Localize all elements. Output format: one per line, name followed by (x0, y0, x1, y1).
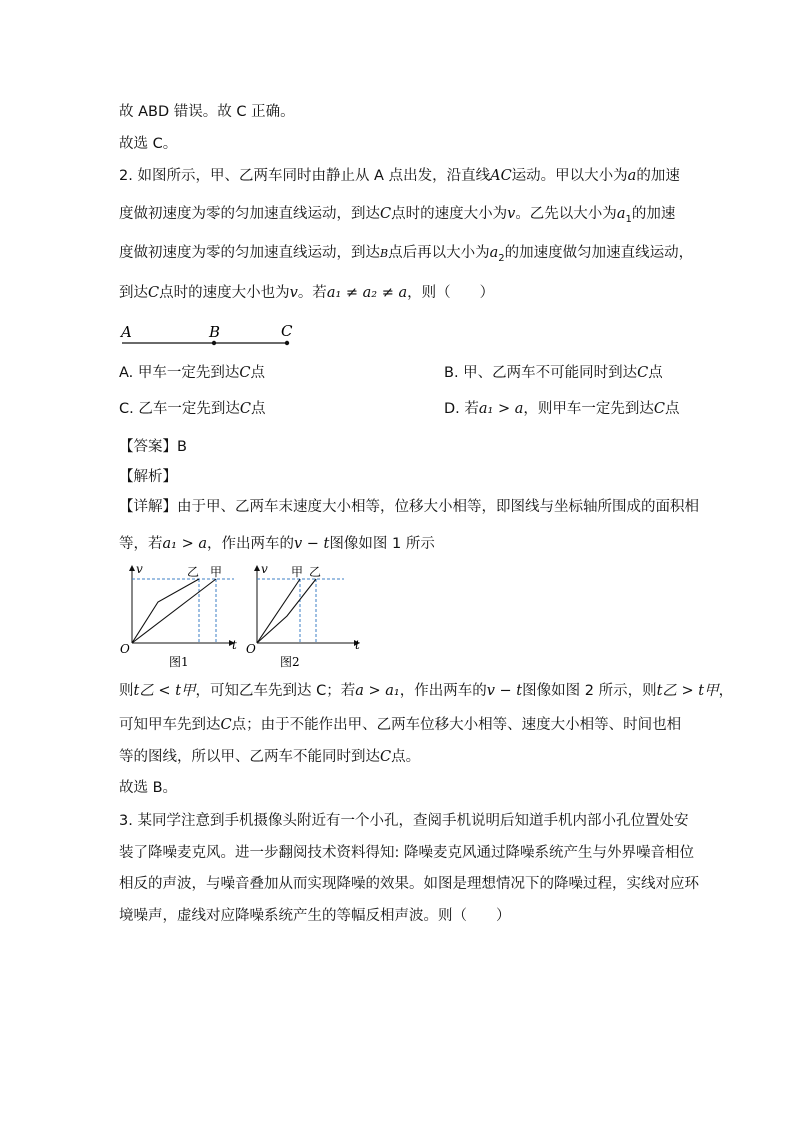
fig2-label-yi: 乙 (309, 565, 322, 579)
q3-line-1: 3. 某同学注意到手机摄像头附近有一个小孔，查阅手机说明后知道手机内部小孔位置处安 (119, 813, 689, 829)
fig2-y-label: v (261, 562, 268, 576)
prev-solution-choose: 故选 C。 (119, 136, 178, 152)
q3-line-3: 相反的声波，与噪音叠加从而实现降噪的效果。如图是理想情况下的降噪过程，实线对应环 (119, 876, 699, 892)
q2-line-1: 2. 如图所示，甲、乙两车同时由静止从 A 点出发，沿直线AC运动。甲以大小为a的加速 (119, 168, 680, 184)
then-line-3: 等的图线，所以甲、乙两车不能同时到达C点。 (119, 749, 421, 765)
detail-line-2: 等，若a₁ > a，作出两车的v − t图像如图 1 所示 (119, 536, 435, 552)
q2-line-4: 到达C点时的速度大小也为v。若a₁ ≠ a₂ ≠ a，则（ ） (119, 285, 495, 301)
fig1-y-label: v (136, 562, 143, 576)
answer-label: 【答案】B (119, 439, 187, 455)
option-A[interactable]: A. 甲车一定先到达C点 (119, 365, 265, 381)
fig1-caption: 图1 (169, 655, 189, 669)
fig2-x-label: t (355, 638, 360, 652)
choose-b: 故选 B。 (119, 780, 178, 796)
vt-graph-fig2 (246, 560, 371, 670)
point-B-label: B (209, 323, 221, 341)
abc-line-diagram (115, 318, 305, 352)
detail-line-1: 【详解】由于甲、乙两车末速度大小相等，位移大小相等，即图线与坐标轴所围成的面积相 (119, 499, 699, 515)
fig1-label-yi: 乙 (187, 565, 200, 579)
fig2-origin: O (246, 642, 256, 656)
point-A-label: A (121, 323, 132, 341)
vt-graph-fig1 (118, 560, 243, 670)
fig1-origin: O (120, 642, 130, 656)
fig1-label-jia: 甲 (210, 565, 223, 579)
q2-line-2: 度做初速度为零的匀加速直线运动，到达C点时的速度大小为v。乙先以大小为$a_1$的加速 (119, 206, 676, 225)
point-C-label: C (281, 322, 293, 340)
prev-solution-line-1: 故 ABD 错误。故 C 正确。 (119, 104, 295, 120)
q3-line-2: 装了降噪麦克风。进一步翻阅技术资料得知: 降噪麦克风通过降噪系统产生与外界噪音相位 (119, 845, 694, 861)
fig2-caption: 图2 (280, 655, 300, 669)
option-C[interactable]: C. 乙车一定先到达C点 (119, 401, 266, 417)
then-line-2: 可知甲车先到达C点；由于不能作出甲、乙两车位移大小相等、速度大小相等、时间也相 (119, 717, 682, 733)
analysis-label: 【解析】 (119, 469, 177, 485)
fig1-x-label: t (232, 638, 237, 652)
option-B[interactable]: B. 甲、乙两车不可能同时到达C点 (444, 365, 663, 381)
option-D[interactable]: D. 若a₁ > a，则甲车一定先到达C点 (444, 401, 680, 417)
fig2-label-jia: 甲 (291, 565, 304, 579)
q2-line-3: 度做初速度为零的匀加速直线运动，到达B点后再以大小为$a_2$的加速度做匀加速直线运动， (119, 245, 694, 264)
then-line-1: 则t乙 < t甲，可知乙车先到达 C；若a > a₁，作出两车的v − t图像如图 2 所示，则t乙 > t甲， (119, 683, 734, 699)
q3-line-4: 境噪声，虚线对应降噪系统产生的等幅反相声波。则（ ） (119, 908, 511, 924)
